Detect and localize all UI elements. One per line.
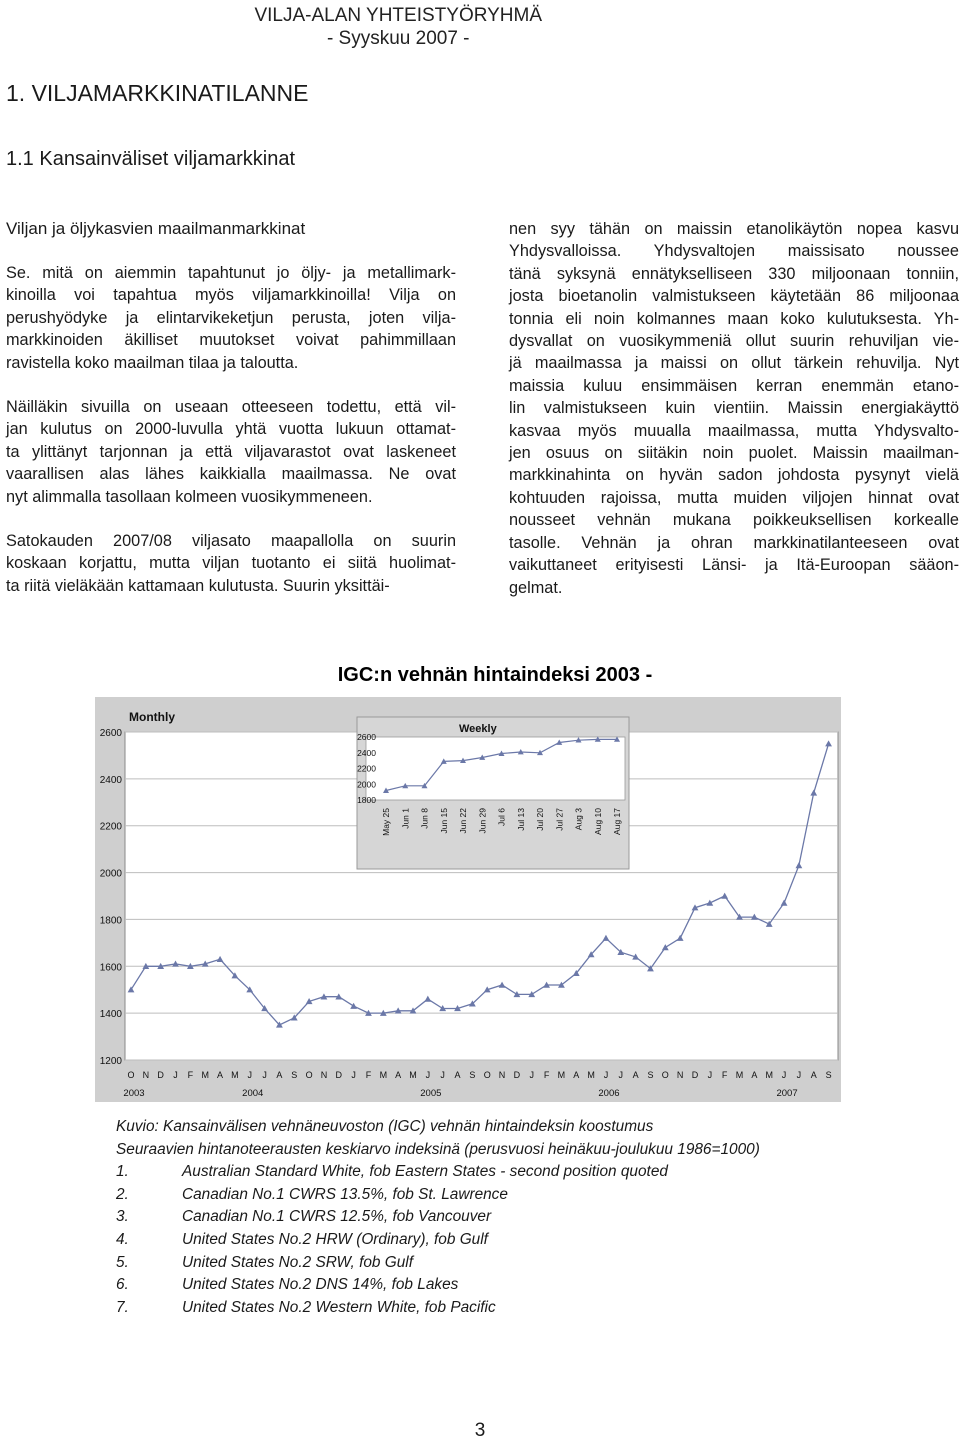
section-heading: 1. VILJAMARKKINATILANNE xyxy=(6,80,309,106)
caption-subtitle: Seuraavien hintanoteerausten keskiarvo indeksinä (perusvuosi heinäkuu-joulukuu 1986=1000) xyxy=(116,1140,760,1158)
y-tick-label: 1800 xyxy=(99,915,122,927)
x-tick-label: A xyxy=(573,1070,580,1080)
text-line: jen osuus on siitäkin noin puolet. Maissin maailman- xyxy=(509,444,959,463)
caption-item xyxy=(116,1206,876,1229)
x-tick-label: F xyxy=(187,1070,194,1080)
x-tick-label: M xyxy=(735,1070,744,1080)
x-tick-label: J xyxy=(781,1070,787,1080)
weekly-x-tick-label: Aug 17 xyxy=(612,808,622,835)
caption-item xyxy=(116,1274,876,1297)
header-org: VILJA-ALAN YHTEISTYÖRYHMÄ xyxy=(254,5,542,26)
text-line: nousseet vehnän mukana poikkeuksellisen korkealle xyxy=(509,511,959,530)
text-line: tasolle. Vehnän ja ohran markkinatilanteeseen ovat xyxy=(509,533,959,552)
text-line: tonnia eli noin kolmannes maan koko kulutuksesta. Yh- xyxy=(509,309,959,328)
monthly-title: Monthly xyxy=(129,710,175,724)
y-tick-label: 2600 xyxy=(99,728,122,739)
paragraph xyxy=(6,262,456,374)
x-tick-label: A xyxy=(810,1070,817,1080)
x-tick-label: N xyxy=(676,1070,684,1080)
x-tick-label: O xyxy=(483,1070,491,1080)
weekly-y-tick-label: 2000 xyxy=(357,779,376,790)
text-line: nen syy tähän on maissin etanolikäytön nopea kasvu xyxy=(509,220,959,238)
weekly-y-tick-label: 2200 xyxy=(357,763,376,774)
caption-item-text: United States No.2 Western White, fob Pacific xyxy=(182,1298,496,1316)
text-line: ta ylittänyt tarjonnan ja että viljavarastot ovat laskeneet xyxy=(6,442,456,461)
text-line: kohtuuden rajoissa, mutta muiden viljojen hinnat ovat xyxy=(509,488,959,507)
x-tick-label: M xyxy=(231,1070,239,1080)
caption-title: Kuvio: Kansainvälisen vehnäneuvoston (IGC) vehnän hintaindeksin koostumus xyxy=(116,1118,654,1135)
text-line: ta riitä vieläkään kattamaan kulutusta. Suurin yksittäi- xyxy=(6,576,390,595)
x-tick-label: O xyxy=(127,1070,135,1080)
x-tick-label: J xyxy=(173,1070,178,1080)
x-tick-label: S xyxy=(469,1070,476,1080)
paragraph xyxy=(509,218,959,599)
year-label: 2005 xyxy=(420,1088,442,1099)
x-tick-label: N xyxy=(142,1070,150,1080)
x-tick-label: J xyxy=(425,1070,431,1080)
weekly-y-tick-label: 2400 xyxy=(357,747,376,758)
text-line: Näilläkin sivuilla on useaan otteeseen todettu, että vil- xyxy=(6,398,456,417)
topic-heading: Viljan ja öljykasvien maailmanmarkkinat xyxy=(6,219,306,238)
x-tick-label: O xyxy=(305,1070,313,1080)
weekly-x-tick-label: Jul 6 xyxy=(496,808,507,826)
x-tick-label: M xyxy=(587,1070,595,1080)
caption-item-number: 7. xyxy=(116,1298,129,1316)
year-label: 2006 xyxy=(598,1088,620,1099)
x-tick-label: D xyxy=(513,1070,521,1080)
text-line: kinoilla voi tapahtua myös viljamarkkinoilla! Vilja on xyxy=(6,286,456,305)
text-line: maissia kuluu ensimmäisen kerran enemmän etano- xyxy=(509,376,959,395)
weekly-title: Weekly xyxy=(459,723,497,735)
x-tick-label: F xyxy=(543,1070,550,1080)
x-tick-label: D xyxy=(157,1070,164,1080)
x-tick-label: F xyxy=(365,1070,372,1080)
weekly-x-tick-label: Jul 13 xyxy=(515,808,526,831)
x-tick-label: D xyxy=(691,1070,699,1080)
weekly-plot-area xyxy=(366,737,625,800)
y-tick-label: 2200 xyxy=(99,821,122,833)
header-date: - Syyskuu 2007 - xyxy=(326,28,470,49)
x-tick-label: M xyxy=(409,1070,417,1080)
x-tick-label: J xyxy=(351,1070,356,1080)
x-tick-label: S xyxy=(825,1070,832,1080)
caption-item xyxy=(116,1252,876,1275)
text-line: dysvallat on vuosikymmeniä ollut suurin rehuviljan vie- xyxy=(509,332,959,351)
x-tick-label: M xyxy=(765,1070,773,1080)
y-tick-label: 2400 xyxy=(99,774,122,786)
caption-item xyxy=(116,1184,876,1207)
text-line: markkinoiden äkilliset muutokset voivat pahimmillaan xyxy=(6,331,456,350)
text-line: kasvaa myös muualla maailmassa, mutta Yhdysvalto- xyxy=(509,421,959,440)
x-tick-label: O xyxy=(661,1070,669,1080)
caption-item-number: 5. xyxy=(116,1253,129,1271)
x-tick-label: F xyxy=(721,1070,728,1080)
text-line: ravistella koko maailman tilaa ja taloutta. xyxy=(6,353,299,372)
weekly-x-tick-label: Jun 1 xyxy=(400,808,411,829)
x-tick-label: D xyxy=(335,1070,343,1080)
x-tick-label: S xyxy=(647,1070,654,1080)
weekly-x-tick-label: Jun 22 xyxy=(458,808,468,834)
caption-item xyxy=(116,1297,876,1320)
caption-item-number: 1. xyxy=(116,1163,129,1181)
year-label: 2004 xyxy=(242,1088,264,1099)
x-tick-label: M xyxy=(379,1070,388,1080)
weekly-x-tick-label: Aug 10 xyxy=(592,808,603,835)
caption-item-text: United States No.2 DNS 14%, fob Lakes xyxy=(182,1276,459,1294)
y-tick-label: 1400 xyxy=(99,1009,122,1021)
x-tick-label: J xyxy=(603,1070,609,1080)
year-label: 2003 xyxy=(123,1088,145,1099)
weekly-x-tick-label: Jun 8 xyxy=(419,808,430,829)
x-tick-label: J xyxy=(796,1070,802,1080)
caption-item xyxy=(116,1229,876,1252)
x-tick-label: J xyxy=(618,1070,624,1080)
paragraph xyxy=(6,530,456,597)
caption-item-text: Canadian No.1 CWRS 12.5%, fob Vancouver xyxy=(182,1208,492,1226)
x-tick-label: J xyxy=(262,1070,267,1080)
caption-item xyxy=(116,1161,876,1184)
year-label: 2007 xyxy=(776,1088,798,1099)
weekly-x-tick-label: Jun 15 xyxy=(438,808,449,834)
figure-caption xyxy=(116,1116,876,1319)
text-line: markkinahinta on hyvän sadon johdosta pysynyt vielä xyxy=(509,466,959,485)
caption-item-text: Australian Standard White, fob Eastern States - second position quoted xyxy=(182,1163,668,1181)
text-line: Se. mitä on aiemmin tapahtunut jo öljy- ja metallimark- xyxy=(6,264,456,282)
y-tick-label: 1600 xyxy=(99,962,122,974)
subsection-heading: 1.1 Kansainväliset viljamarkkinat xyxy=(6,148,296,170)
caption-item-text: United States No.2 SRW, fob Gulf xyxy=(182,1253,413,1271)
x-tick-label: J xyxy=(529,1070,534,1080)
x-tick-label: A xyxy=(454,1070,461,1080)
paragraph xyxy=(6,396,456,508)
x-tick-label: J xyxy=(707,1070,713,1080)
text-line: Satokauden 2007/08 viljasato maapallolla on suurin xyxy=(6,532,456,551)
wheat-index-chart xyxy=(95,697,841,1102)
running-header xyxy=(254,4,542,50)
weekly-y-tick-label: 2600 xyxy=(357,732,376,742)
x-tick-label: N xyxy=(498,1070,506,1080)
text-line: jan kulutus on 2000-luvulla yhtä vuotta lukuun ottamat- xyxy=(6,420,456,439)
text-line: nyt alimmalla tasollaan kolmeen vuosikymmeneen. xyxy=(6,487,373,506)
caption-item-number: 2. xyxy=(116,1185,129,1203)
caption-item-text: Canadian No.1 CWRS 13.5%, fob St. Lawrence xyxy=(182,1185,508,1203)
x-tick-label: S xyxy=(291,1070,298,1080)
caption-item-number: 4. xyxy=(116,1230,129,1248)
x-tick-label: A xyxy=(276,1070,283,1080)
x-tick-label: J xyxy=(247,1070,252,1080)
x-tick-label: N xyxy=(320,1070,328,1080)
y-tick-label: 1200 xyxy=(99,1056,122,1067)
text-line: gelmat. xyxy=(509,578,563,597)
weekly-x-tick-label: Aug 3 xyxy=(573,808,584,831)
page-number: 3 xyxy=(474,1420,486,1441)
x-tick-label: A xyxy=(217,1070,224,1080)
text-line: koskaan korjattu, mutta viljan tuotanto ei siitä huolimat- xyxy=(6,554,456,573)
caption-item-number: 6. xyxy=(116,1276,129,1294)
x-tick-label: A xyxy=(632,1070,639,1080)
text-line: jä maailmassa ja maissi on ollut tärkein rehuvilja. Nyt xyxy=(509,354,959,373)
text-line: lin valmistukseen kuin vientiin. Maissin energiakäyttö xyxy=(509,399,959,418)
weekly-x-tick-label: May 25 xyxy=(381,808,391,836)
text-line: vaarallisen alas lähes kaikkialla maailmassa. Ne ovat xyxy=(6,465,456,484)
x-tick-label: M xyxy=(557,1070,566,1080)
text-line: tänä syksynä ennätykselliseen 330 miljoonaan tonniin, xyxy=(509,264,959,283)
text-line: josta bioetanolin valmistukseen käytetään 86 miljoonaa xyxy=(509,287,959,306)
x-tick-label: A xyxy=(751,1070,758,1080)
left-text-column xyxy=(6,262,456,619)
text-line: Yhdysvalloissa. Yhdysvaltojen maissisato noussee xyxy=(509,242,959,261)
right-text-column xyxy=(509,218,959,621)
x-tick-label: A xyxy=(395,1070,402,1080)
x-tick-label: M xyxy=(201,1070,209,1080)
chart-svg xyxy=(95,697,841,1102)
text-line: vaikuttaneet erityisesti Länsi- ja Itä-Euroopan sääon- xyxy=(509,556,959,575)
weekly-y-tick-label: 1800 xyxy=(357,795,376,805)
caption-item-number: 3. xyxy=(116,1208,129,1226)
chart-title: IGC:n vehnän hintaindeksi 2003 - xyxy=(337,664,653,686)
caption-item-text: United States No.2 HRW (Ordinary), fob Gulf xyxy=(182,1230,488,1248)
weekly-x-tick-label: Jul 20 xyxy=(535,808,545,831)
text-line: perushyödyke ja elintarvikeketjun perusta, joten vilja- xyxy=(6,308,456,327)
caption-list xyxy=(116,1161,876,1319)
x-tick-label: J xyxy=(440,1070,445,1080)
weekly-x-tick-label: Jul 27 xyxy=(554,808,565,831)
y-tick-label: 2000 xyxy=(99,868,122,880)
weekly-x-tick-label: Jun 29 xyxy=(477,808,488,834)
